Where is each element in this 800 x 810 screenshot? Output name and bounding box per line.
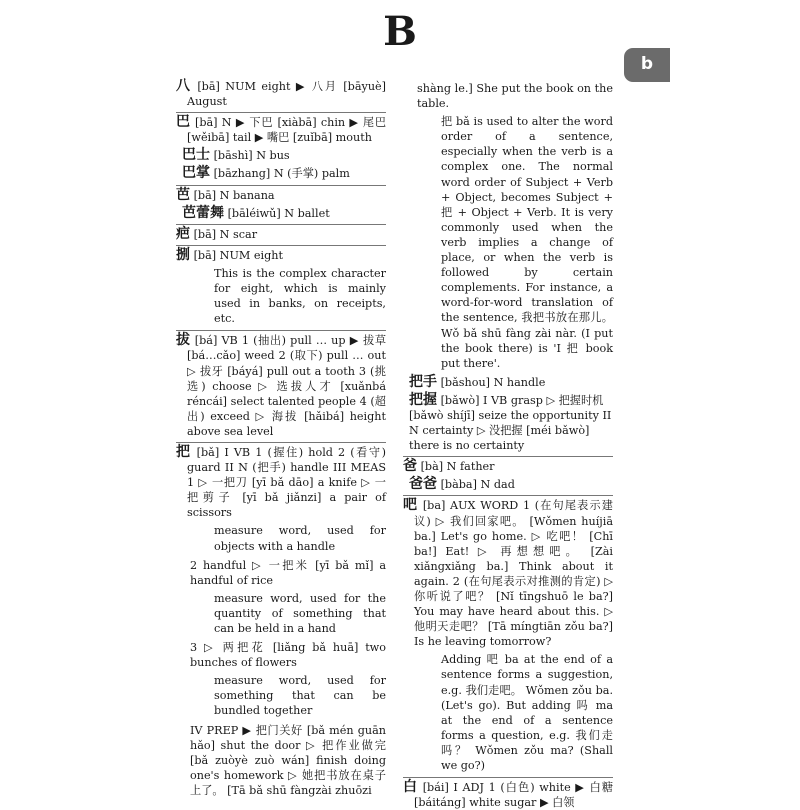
- page-letter: B: [383, 8, 417, 55]
- sense-paragraph: 3 ▷ 两把花 [liǎng bǎ huā] two bunches of flowers: [190, 641, 386, 670]
- headword: 把: [176, 443, 192, 460]
- usage-note: Adding 吧 ba at the end of a sentence forms a suggestion, e.g. 我们走吧。 Wǒmen zǒu ba. (Let's go). But adding 吗 ma at the end of a sentence forms a question, e.g. 我们走吗？ Wǒmen zǒu ma? (Shall we go?): [441, 653, 613, 773]
- dictionary-entry: [403, 456, 613, 474]
- headword: 芭: [176, 186, 190, 203]
- usage-note: measure word, used for the quantity of something that can be held in a hand: [214, 591, 386, 635]
- entry-body: [bāzhang] N (手掌) palm: [213, 167, 350, 181]
- entry-body: [bái] I ADJ 1 (白色) white ▶ 白糖 [báitáng] white sugar ▶ 白领: [414, 781, 614, 810]
- entry-body: [bà] N father: [420, 460, 495, 474]
- headword: 巴: [176, 114, 191, 131]
- sense-paragraph: IV PREP ▶ 把门关好 [bǎ mén guān hǎo] shut the door ▷ 把作业做完 [bǎ zuòyè zuò wán] finish doing one's homework ▷ 她把书放在桌子上了。 [Tā bǎ shū fàngzài zhuōzi: [190, 723, 386, 797]
- headword: 巴掌: [182, 165, 210, 182]
- compound-entry: [403, 393, 613, 453]
- continued-text: shàng le.] She put the book on the table.: [417, 82, 613, 111]
- headword: 把手: [409, 373, 437, 390]
- dictionary-entry: [403, 495, 613, 649]
- entry-body: [bǎ] I VB 1 (握住) hold 2 (看守) guard II N (把手) handle III MEAS 1 ▷ 一把刀 [yī bǎ dāo] a knife ▷ 一把剪子 [yī bǎ jiǎnzi] a pair of scissors: [187, 445, 386, 520]
- headword: 巴士: [182, 147, 210, 164]
- entry-body: [bǎshou] N handle: [440, 375, 546, 389]
- usage-note: 把 bǎ is used to alter the word order of a sentence, especially when the verb is a complex one. The normal word order of Subject + Verb + Object, becomes Subject + 把 + Object + Verb. It is very commonly used when the verb implies a change of place, or when the verb is followed by certain complements. For instance, a word-for-word translation of the sentence, 我把书放在那儿。 Wǒ bǎ shū fàng zài nàr. (I put the book there) is 'I 把 book put there'.: [441, 115, 613, 370]
- dictionary-entry: [176, 442, 386, 520]
- entry-body: [bāshì] N bus: [213, 149, 290, 163]
- usage-note: This is the complex character for eight, which is mainly used in banks, on receipts, etc.: [214, 266, 386, 326]
- usage-note: measure word, used for something that can be bundled together: [214, 674, 386, 718]
- dictionary-entry: [176, 185, 386, 203]
- entry-body: [ba] AUX WORD 1 (在句尾表示建议) ▷ 我们回家吧。 [Wǒmen huíjiā ba.] Let's go home. ▷ 吃吧！ [Chī ba!] Eat! ▷ 再想想吧。 [Zài xiǎngxiǎng ba.] Think about it again. 2 (在句尾表示对推测的肯定) ▷ 你听说了吧？ [Nǐ tīngshuō le ba?] You may have heard about this. ▷ 他明天走吧？ [Tā míngtiān zǒu ba?] Is he leaving tomorrow?: [414, 499, 613, 649]
- compound-entry: [176, 206, 386, 221]
- entry-body: [bá] VB 1 (抽出) pull … up ▶ 拔草 [bá…cǎo] weed 2 (取下) pull … out ▷ 拔牙 [báyá] pull out a tooth 3 (挑选) choose ▷ 选拔人才 [xuǎnbá réncái] select talented people 4 (超出) exceed ▷ 海拔 [hǎibá] height above sea level: [187, 334, 387, 438]
- left-column: [176, 79, 386, 799]
- headword: 八: [176, 78, 192, 94]
- headword: 芭蕾舞: [182, 204, 224, 221]
- headword: 爸爸: [409, 476, 437, 493]
- usage-note: measure word, used for objects with a handle: [214, 524, 386, 553]
- entry-body: [bǎwò] I VB grasp ▷ 把握时机 [bǎwò shíjī] seize the opportunity II N certainty ▷ 没把握 [méi bǎwò] there is no certainty: [409, 393, 612, 453]
- headword: 白: [403, 779, 419, 796]
- entry-body: [bā] NUM eight: [193, 248, 283, 262]
- headword: 把握: [409, 391, 437, 408]
- entry-body: [bā] N ▶ 下巴 [xiàbā] chin ▶ 尾巴 [wěibā] tail ▶ 嘴巴 [zuǐbā] mouth: [187, 116, 387, 145]
- compound-entry: [403, 375, 613, 390]
- dictionary-entry: [176, 224, 386, 242]
- entry-body: [bā] NUM eight ▶ 八月 [bāyuè] August: [187, 80, 387, 109]
- headword: 拔: [176, 332, 191, 349]
- headword: 爸: [403, 458, 417, 475]
- entry-body: [bā] N banana: [193, 188, 275, 202]
- dictionary-entry: [176, 330, 386, 439]
- headword: 疤: [176, 225, 190, 242]
- right-column: [403, 79, 614, 810]
- sense-paragraph: 2 handful ▷ 一把米 [yī bǎ mǐ] a handful of rice: [190, 558, 386, 587]
- compound-entry: [176, 148, 386, 163]
- thumb-index-tab: b: [624, 48, 670, 82]
- dictionary-entry: [176, 112, 386, 145]
- entry-body: [bāléiwǔ] N ballet: [227, 206, 330, 220]
- dictionary-entry: [176, 79, 386, 109]
- compound-entry: [176, 166, 386, 181]
- entry-body: [bàba] N dad: [440, 478, 515, 492]
- headword: 吧: [403, 497, 419, 514]
- entry-body: [bā] N scar: [193, 227, 258, 241]
- compound-entry: [403, 477, 613, 492]
- headword: 捌: [176, 246, 190, 263]
- dictionary-entry: [176, 245, 386, 263]
- dictionary-entry: [403, 777, 613, 810]
